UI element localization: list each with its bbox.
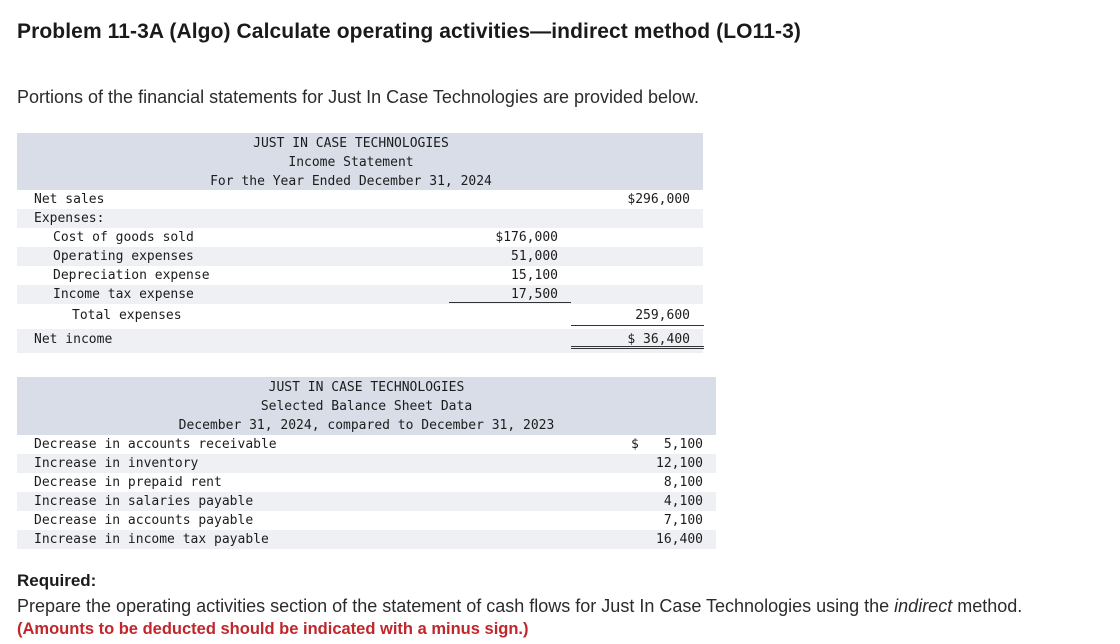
required-note: (Amounts to be deducted should be indicated with a minus sign.) [17, 620, 529, 638]
expense-label: Cost of goods sold [53, 230, 194, 245]
change-amount: 5,100 [663, 437, 703, 452]
balance-change-row [17, 492, 716, 511]
balance-sheet-table [17, 377, 716, 549]
change-label: Decrease in accounts receivable [34, 437, 277, 452]
required-instructions [17, 596, 1022, 617]
balance-sheet-company: JUST IN CASE TECHNOLOGIES [268, 380, 465, 395]
expense-amount: 15,100 [511, 268, 558, 283]
total-expenses-label: Total expenses [72, 308, 182, 323]
total-expenses-row [17, 305, 703, 327]
balance-sheet-header [17, 377, 716, 435]
balance-change-row [17, 530, 716, 549]
expense-amount: 51,000 [511, 249, 558, 264]
balance-sheet-name: Selected Balance Sheet Data [260, 399, 473, 414]
expense-row [17, 285, 703, 304]
income-statement-table [17, 133, 703, 355]
balance-change-row [17, 511, 716, 530]
change-label: Decrease in accounts payable [34, 513, 254, 528]
net-sales-row [17, 190, 703, 209]
expense-row [17, 266, 703, 285]
required-text-before: Prepare the operating activities section of the statement of cash flows for Just In Case Technologies using the [17, 596, 895, 616]
income-statement-name: Income Statement [288, 155, 414, 170]
net-sales-label: Net sales [34, 192, 105, 207]
net-income-label: Net income [34, 332, 113, 347]
income-statement-header [17, 133, 703, 190]
change-amount: 4,100 [663, 494, 703, 509]
balance-change-row [17, 435, 716, 454]
required-text-after: method. [952, 596, 1023, 616]
expense-label: Income tax expense [53, 287, 194, 302]
expense-row [17, 247, 703, 266]
change-amount: 7,100 [663, 513, 703, 528]
change-amount: 16,400 [656, 532, 703, 547]
net-income-value: $ 36,400 [571, 329, 704, 349]
change-dollar: $ [631, 437, 639, 452]
intro-text: Portions of the financial statements for Just In Case Technologies are provided below. [17, 87, 700, 107]
required-text-emphasis: indirect [894, 596, 953, 616]
balance-sheet-period: December 31, 2024, compared to December 31, 2023 [178, 418, 555, 433]
balance-change-row [17, 473, 716, 492]
page-title: Problem 11-3A (Algo) Calculate operating activities—indirect method (LO11-3) [17, 20, 801, 43]
net-income-row [17, 329, 703, 353]
expenses-label: Expenses: [34, 211, 105, 226]
balance-change-row [17, 454, 716, 473]
change-amount: 12,100 [656, 456, 703, 471]
total-expenses-value: 259,600 [571, 305, 704, 326]
net-sales-value: $296,000 [627, 192, 690, 207]
expense-amount: 17,500 [449, 285, 571, 303]
change-label: Increase in salaries payable [34, 494, 254, 509]
expense-label: Depreciation expense [53, 268, 210, 283]
required-heading: Required: [17, 571, 97, 590]
change-label: Increase in inventory [34, 456, 199, 471]
change-label: Decrease in prepaid rent [34, 475, 222, 490]
expenses-header-row [17, 209, 703, 228]
expense-amount: $176,000 [495, 230, 558, 245]
expense-label: Operating expenses [53, 249, 194, 264]
income-statement-company: JUST IN CASE TECHNOLOGIES [253, 136, 449, 151]
income-statement-period: For the Year Ended December 31, 2024 [210, 174, 492, 189]
change-amount: 8,100 [663, 475, 703, 490]
expense-row [17, 228, 703, 247]
change-label: Increase in income tax payable [34, 532, 269, 547]
